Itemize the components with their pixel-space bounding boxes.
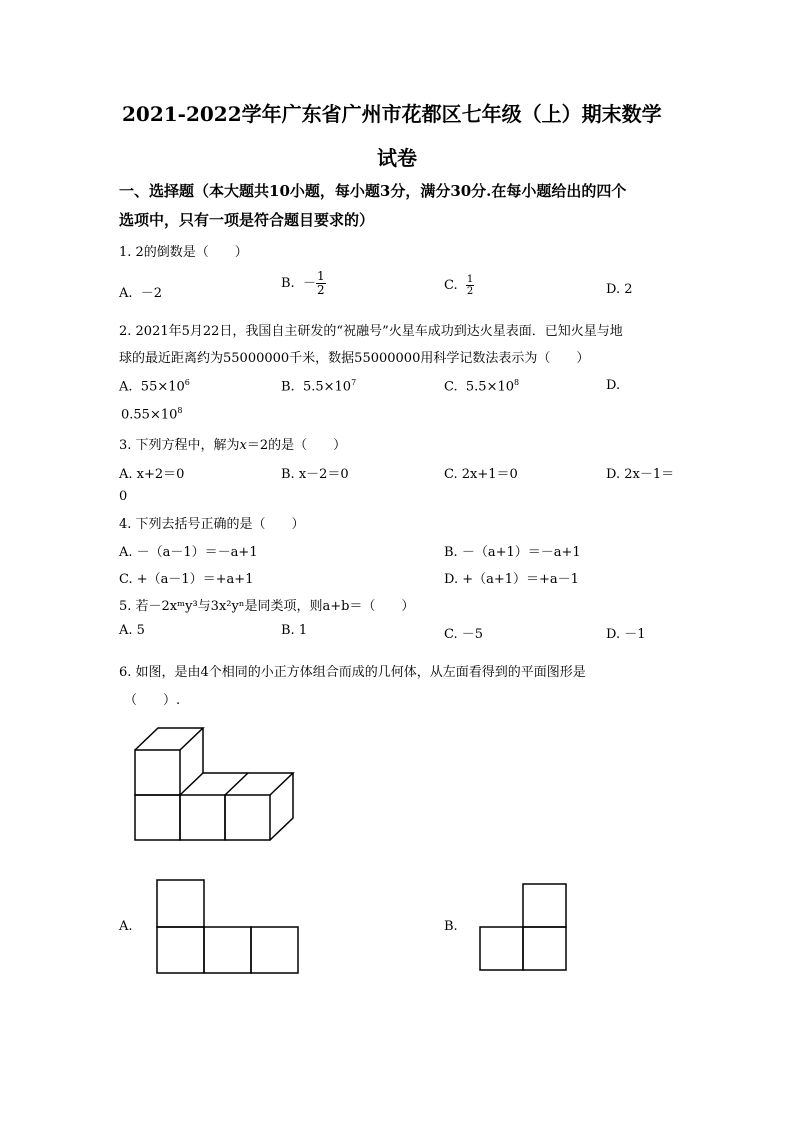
q2-option-b bbox=[281, 378, 356, 394]
option-label: A. bbox=[119, 379, 133, 395]
option-exponent: 7 bbox=[351, 378, 357, 387]
option-exponent: 8 bbox=[514, 378, 520, 387]
option-label: C. bbox=[444, 379, 458, 395]
stem-text: ＝2的是（ ） bbox=[246, 438, 347, 453]
q3-option-b: B. x－2＝0 bbox=[281, 467, 349, 482]
q2-option-d-label: D. bbox=[606, 378, 621, 393]
page-title: 2021-2022学年广东省广州市花都区七年级（上）期末数学 bbox=[122, 102, 662, 126]
option-base: 5.5×10 bbox=[302, 379, 352, 395]
cube-solid-figure bbox=[128, 722, 298, 846]
q4-option-b: B. －（a+1）＝－a+1 bbox=[444, 545, 581, 560]
option-base: 5.5×10 bbox=[465, 379, 514, 395]
option-base: 55×10 bbox=[140, 379, 185, 395]
q3-option-d: D. 2x－1＝ bbox=[606, 467, 675, 482]
stem-text: 3. 下列方程中，解为 bbox=[119, 438, 240, 453]
question-4-stem: 4. 下列去括号正确的是（ ） bbox=[119, 517, 305, 532]
option-exponent: 8 bbox=[177, 406, 183, 415]
q1-option-b bbox=[281, 270, 326, 297]
fraction-denominator: 2 bbox=[466, 286, 474, 297]
option-exponent: 6 bbox=[184, 378, 190, 387]
q3-option-a: A. x+2＝0 bbox=[119, 467, 185, 482]
q1-option-d bbox=[606, 282, 633, 297]
q4-option-a: A. －（a－1）＝－a+1 bbox=[119, 545, 258, 560]
q6-option-b-figure bbox=[478, 882, 569, 973]
question-2-stem-continued: 球的最近距离约为55000000千米，数据55000000用科学记数法表示为（ ） bbox=[119, 351, 590, 366]
q4-option-c: C. +（a－1）＝+a+1 bbox=[119, 572, 254, 587]
question-6-stem-continued: （ ）. bbox=[124, 693, 181, 708]
fraction bbox=[466, 274, 474, 297]
option-label: A. bbox=[119, 286, 133, 301]
variable: x bbox=[239, 438, 247, 453]
question-3-stem bbox=[119, 434, 346, 453]
fraction bbox=[316, 270, 326, 297]
q6-option-b-label: B. bbox=[444, 919, 458, 934]
q2-option-c bbox=[444, 378, 519, 394]
option-label: C. bbox=[444, 278, 458, 293]
question-5-stem: 5. 若－2xᵐy³与3x²yⁿ是同类项，则a+b＝（ ） bbox=[119, 599, 415, 614]
question-1-stem: 1. 2的倒数是（ ） bbox=[119, 245, 248, 260]
fraction-sign: － bbox=[302, 276, 316, 291]
question-2-stem: 2. 2021年5月22日，我国自主研发的“祝融号”火星车成功到达火星表面．已知火星与地 bbox=[119, 324, 623, 339]
q3-option-c: C. 2x+1＝0 bbox=[444, 467, 518, 482]
q6-option-a-label: A. bbox=[119, 919, 133, 934]
q5-option-d: D. －1 bbox=[606, 627, 646, 642]
fraction-numerator: 1 bbox=[466, 274, 474, 285]
q2-option-a bbox=[119, 378, 190, 394]
q4-option-d: D. +（a+1）＝+a－1 bbox=[444, 572, 579, 587]
q5-option-a: A. 5 bbox=[119, 623, 145, 638]
option-text: －2 bbox=[140, 286, 163, 301]
section-heading: 一、选择题（本大题共10小题，每小题3分，满分30分.在每小题给出的四个 bbox=[119, 182, 627, 200]
q2-option-d bbox=[121, 406, 182, 422]
option-label: D. bbox=[606, 282, 621, 297]
q5-option-c: C. －5 bbox=[444, 627, 484, 642]
question-6-stem: 6. 如图，是由4个相同的小正方体组合而成的几何体，从左面看得到的平面图形是 bbox=[119, 665, 586, 680]
q1-option-c bbox=[444, 274, 474, 297]
fraction-numerator: 1 bbox=[316, 269, 325, 283]
q3-option-d-continued: 0 bbox=[119, 489, 128, 504]
q5-option-b: B. 1 bbox=[281, 623, 308, 638]
q1-option-a bbox=[119, 282, 162, 301]
option-text: 2 bbox=[624, 282, 633, 297]
option-base: 0.55×10 bbox=[121, 407, 178, 423]
q6-option-a-figure bbox=[155, 878, 301, 975]
fraction-denominator: 2 bbox=[316, 283, 325, 297]
option-label: B. bbox=[281, 379, 295, 395]
section-heading-continued: 选项中，只有一项是符合题目要求的） bbox=[119, 211, 375, 229]
option-label: B. bbox=[281, 276, 295, 291]
page-title-continued: 试卷 bbox=[377, 146, 417, 170]
